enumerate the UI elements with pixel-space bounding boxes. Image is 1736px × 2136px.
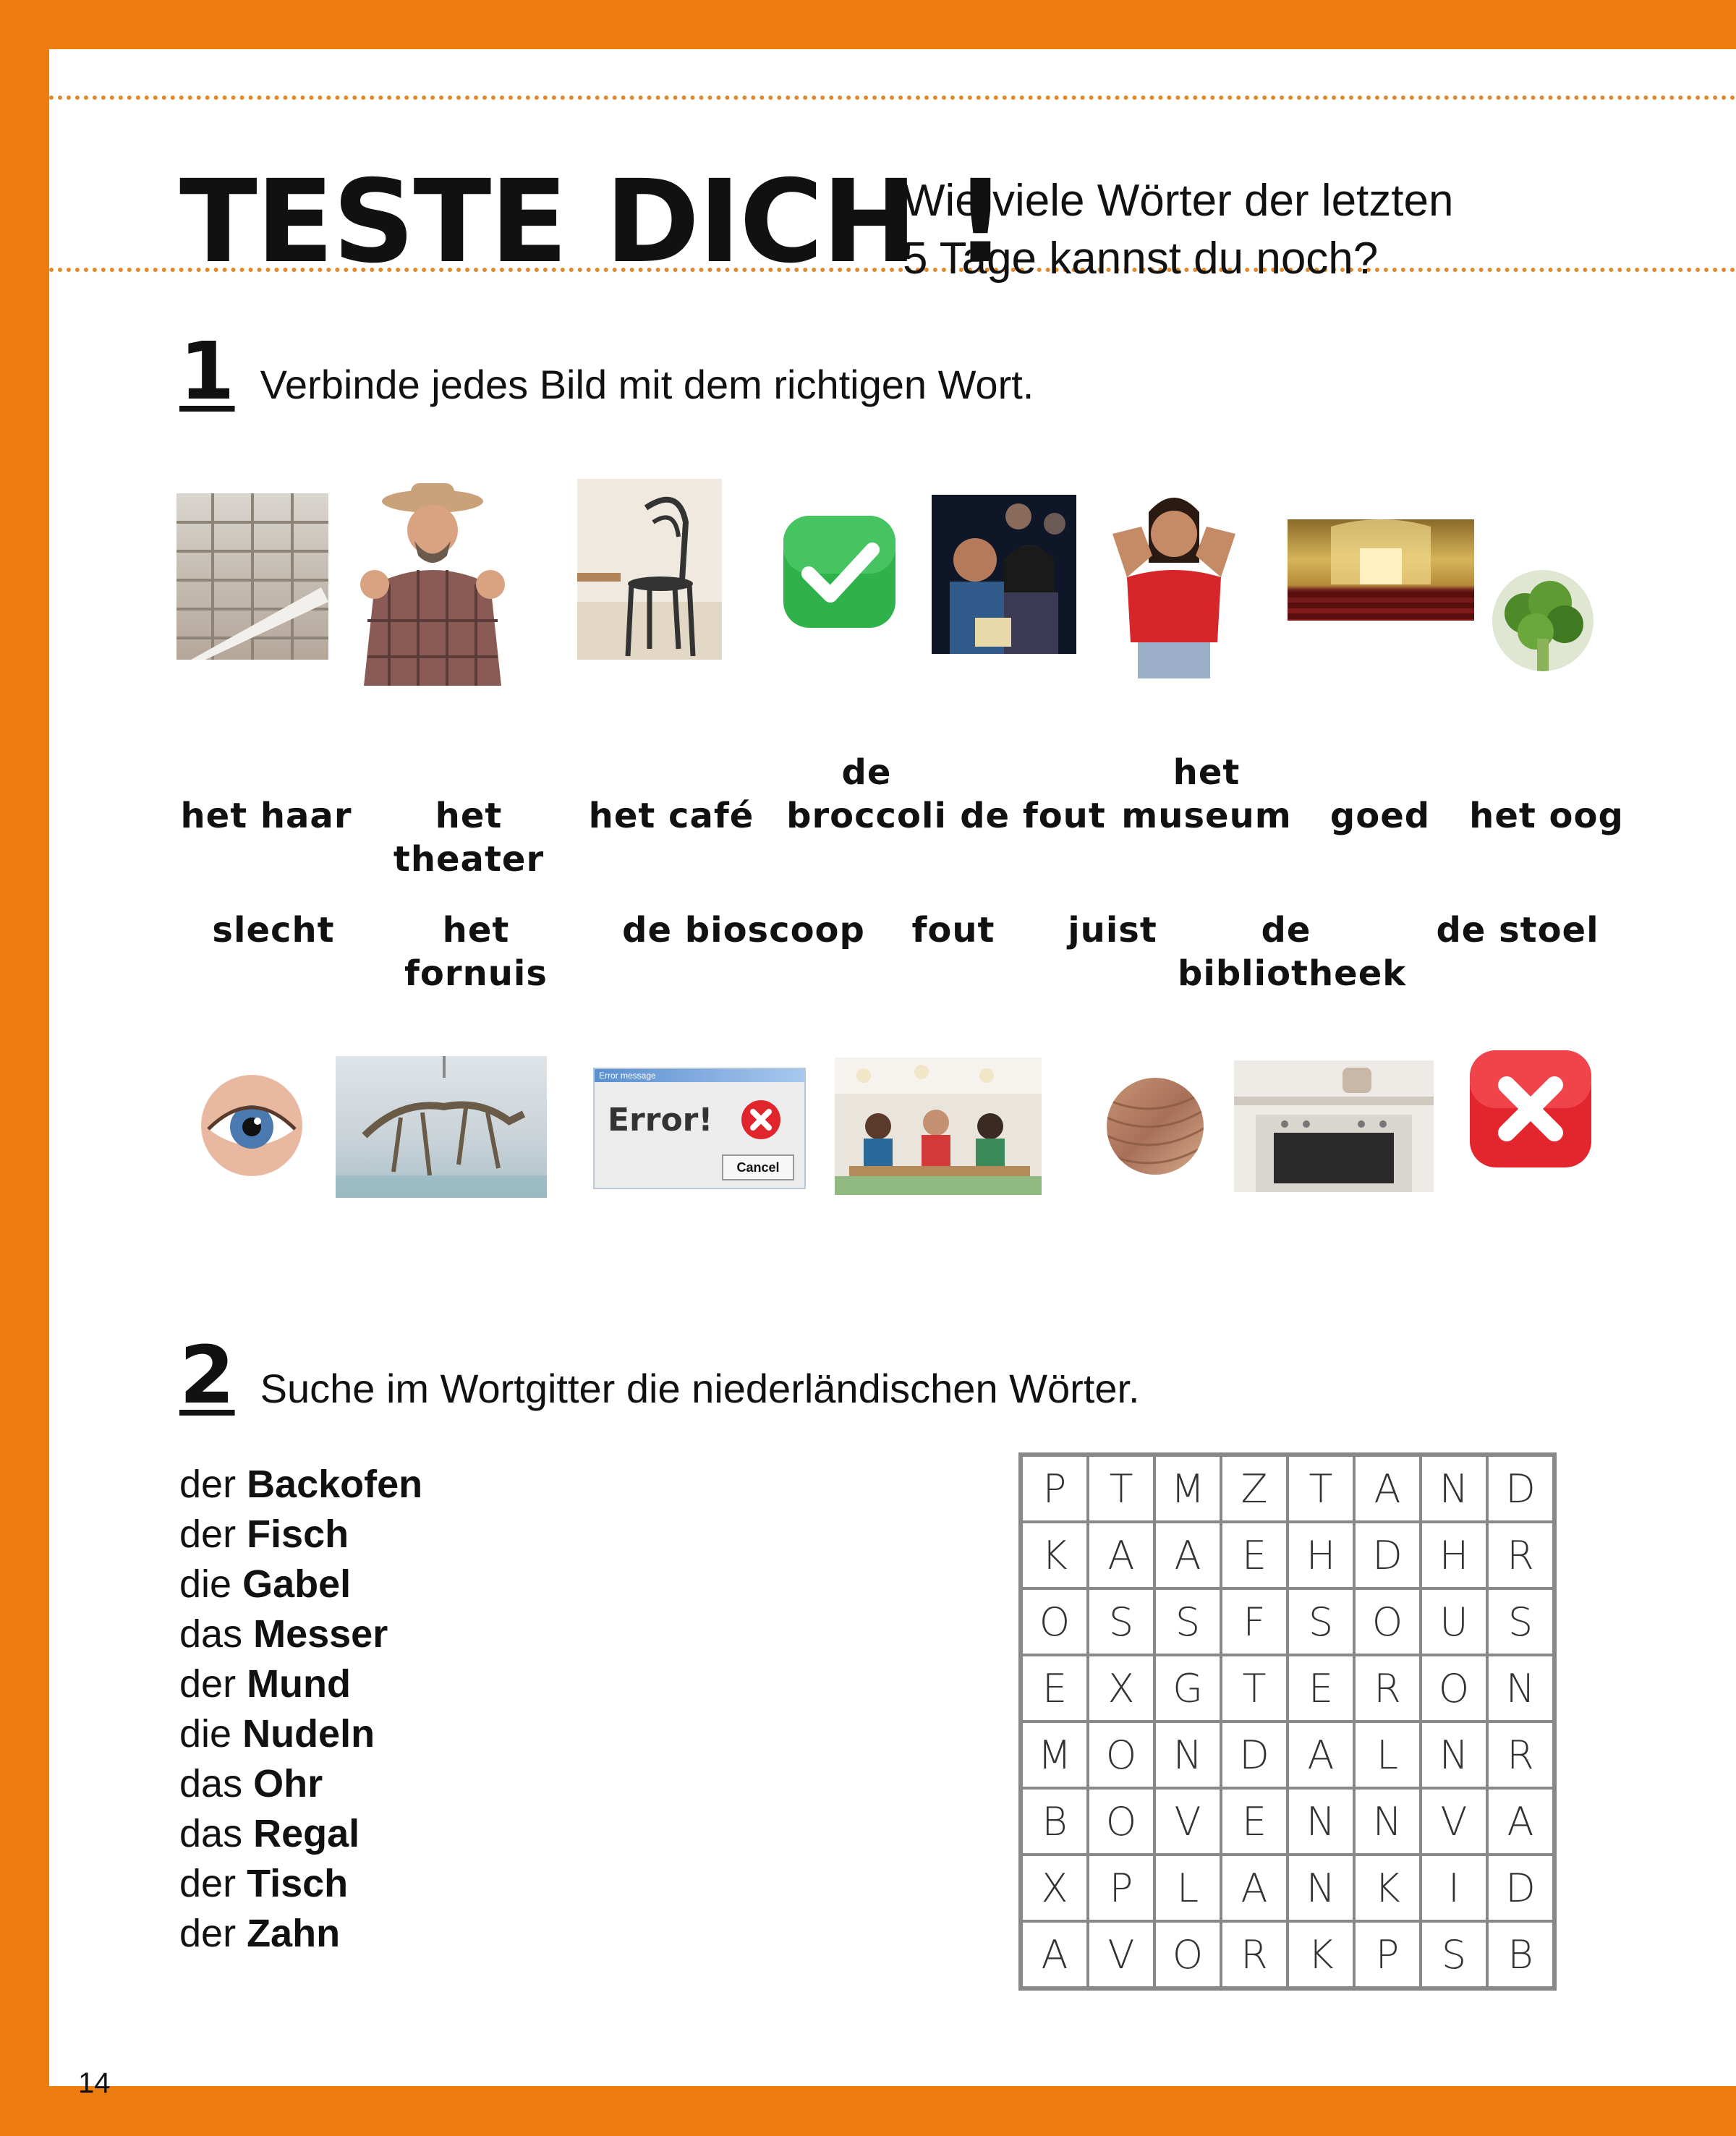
list-item: der Mund — [179, 1662, 352, 1706]
grid-cell[interactable]: S — [1154, 1588, 1221, 1655]
grid-cell[interactable]: N — [1288, 1788, 1354, 1855]
exercise-2-heading — [179, 1329, 1140, 1421]
grid-cell[interactable]: E — [1021, 1655, 1088, 1722]
grid-cell[interactable]: H — [1421, 1522, 1487, 1588]
grid-cell[interactable]: R — [1487, 1522, 1554, 1588]
error-dialog-titlebar: Error message — [595, 1069, 804, 1082]
grid-cell[interactable]: E — [1221, 1522, 1288, 1588]
grid-cell[interactable]: H — [1288, 1522, 1354, 1588]
word-slecht[interactable]: slecht — [212, 910, 335, 950]
word-de-broccoli-article: de — [841, 752, 892, 793]
word-de-bibliotheek-noun: bibliotheek — [1178, 953, 1407, 994]
grid-cell[interactable]: S — [1421, 1921, 1487, 1988]
cinema-audience-picture[interactable] — [932, 495, 1076, 654]
green-check-icon[interactable] — [780, 512, 899, 631]
grid-cell[interactable]: T — [1288, 1455, 1354, 1522]
word-het-oog[interactable]: het oog — [1469, 796, 1624, 836]
error-x-icon — [739, 1098, 783, 1141]
exercise-1-number: 1 — [179, 325, 235, 417]
grid-cell[interactable]: L — [1354, 1722, 1421, 1788]
grid-cell[interactable]: N — [1354, 1788, 1421, 1855]
word-het-haar[interactable]: het haar — [180, 796, 352, 836]
grid-cell[interactable]: K — [1021, 1522, 1088, 1588]
grid-cell[interactable]: K — [1288, 1921, 1354, 1988]
grid-cell[interactable]: D — [1487, 1855, 1554, 1921]
red-cross-icon[interactable] — [1467, 1047, 1594, 1170]
grid-cell[interactable]: D — [1487, 1455, 1554, 1522]
word-de-broccoli[interactable] — [780, 751, 953, 838]
grid-row — [1021, 1855, 1554, 1921]
grid-cell[interactable]: N — [1421, 1455, 1487, 1522]
girl-covering-ears-picture[interactable] — [1098, 483, 1250, 678]
broccoli-picture[interactable] — [1492, 570, 1594, 671]
grid-row — [1021, 1655, 1554, 1722]
error-dialog-text: Error! — [608, 1102, 713, 1139]
grid-cell[interactable]: A — [1221, 1855, 1288, 1921]
grid-cell[interactable]: K — [1354, 1855, 1421, 1921]
grid-cell[interactable]: R — [1221, 1921, 1288, 1988]
grid-cell[interactable]: O — [1421, 1655, 1487, 1722]
grid-cell[interactable]: M — [1154, 1455, 1221, 1522]
subtitle-line-2: 5 Tage kannst du noch? — [903, 234, 1379, 284]
list-item: die Gabel — [179, 1562, 352, 1606]
eye-picture[interactable] — [201, 1075, 302, 1176]
word-het-cafe[interactable]: het café — [588, 796, 754, 836]
man-thumbs-up-picture[interactable] — [346, 476, 519, 686]
grid-cell[interactable]: P — [1021, 1455, 1088, 1522]
hair-picture[interactable] — [1107, 1078, 1204, 1175]
cafe-interior-picture[interactable] — [835, 1058, 1042, 1195]
grid-cell[interactable]: A — [1088, 1522, 1154, 1588]
theater-hall-picture[interactable] — [1288, 519, 1474, 621]
word-de-bibliotheek-article: de — [1261, 910, 1311, 950]
list-item: das Regal — [179, 1812, 360, 1855]
word-het-museum-noun: museum — [1121, 796, 1292, 836]
word-juist[interactable]: juist — [1068, 910, 1157, 950]
list-item: das Ohr — [179, 1762, 323, 1805]
grid-row — [1021, 1722, 1554, 1788]
word-goed[interactable]: goed — [1329, 796, 1431, 836]
top-dotted-line — [49, 95, 1736, 100]
list-item: der Zahn — [179, 1912, 341, 1955]
subtitle-line-1: Wie viele Wörter der letzten — [903, 176, 1454, 226]
list-item: das Messer — [179, 1612, 388, 1656]
grid-cell[interactable]: P — [1088, 1855, 1154, 1921]
grid-cell[interactable]: S — [1487, 1588, 1554, 1655]
dinosaur-museum-picture[interactable] — [336, 1056, 547, 1198]
word-de-fout[interactable]: de fout — [960, 796, 1106, 836]
grid-cell[interactable]: S — [1288, 1588, 1354, 1655]
grid-cell[interactable]: V — [1088, 1921, 1154, 1988]
grid-cell[interactable]: O — [1021, 1588, 1088, 1655]
word-het-museum-article: het — [1173, 752, 1241, 793]
grid-cell[interactable]: S — [1088, 1588, 1154, 1655]
grid-cell[interactable]: O — [1088, 1722, 1154, 1788]
grid-row — [1021, 1522, 1554, 1588]
word-de-bibliotheek[interactable] — [1178, 909, 1407, 995]
page-number: 14 — [78, 2067, 111, 2099]
grid-cell[interactable]: O — [1354, 1588, 1421, 1655]
error-dialog-cancel-button: Cancel — [722, 1154, 794, 1180]
grid-row — [1021, 1455, 1554, 1522]
grid-row — [1021, 1788, 1554, 1855]
exercise-1-heading — [179, 325, 1034, 417]
grid-cell[interactable]: R — [1487, 1722, 1554, 1788]
word-het-theater[interactable]: het theater — [393, 796, 545, 880]
grid-cell[interactable]: L — [1154, 1855, 1221, 1921]
grid-cell[interactable]: E — [1288, 1655, 1354, 1722]
word-het-museum[interactable] — [1112, 751, 1301, 838]
grid-cell[interactable]: X — [1088, 1655, 1154, 1722]
oven-stove-picture[interactable] — [1234, 1060, 1434, 1192]
grid-cell[interactable]: D — [1354, 1522, 1421, 1588]
grid-cell[interactable]: I — [1421, 1855, 1487, 1921]
grid-cell[interactable]: M — [1021, 1722, 1088, 1788]
worksheet-page — [49, 49, 1736, 2099]
grid-cell[interactable]: A — [1154, 1522, 1221, 1588]
grid-cell[interactable]: N — [1487, 1655, 1554, 1722]
word-de-broccoli-noun: broccoli — [786, 796, 947, 836]
word-search-grid — [1018, 1452, 1557, 1991]
grid-cell[interactable]: A — [1021, 1921, 1088, 1988]
grid-row — [1021, 1921, 1554, 1988]
grid-cell[interactable]: X — [1021, 1855, 1088, 1921]
list-item: der Fisch — [179, 1512, 349, 1556]
grid-cell[interactable]: Z — [1221, 1455, 1288, 1522]
grid-cell[interactable]: O — [1154, 1921, 1221, 1988]
grid-cell[interactable]: R — [1354, 1655, 1421, 1722]
grid-cell[interactable]: A — [1354, 1455, 1421, 1522]
grid-cell[interactable]: E — [1221, 1788, 1288, 1855]
grid-cell[interactable]: N — [1154, 1722, 1221, 1788]
word-de-bioscoop[interactable]: de bioscoop — [622, 910, 865, 950]
library-shelves-picture[interactable] — [176, 493, 328, 660]
vocab-list — [179, 1460, 422, 1959]
grid-cell[interactable]: T — [1221, 1655, 1288, 1722]
list-item: der Tisch — [179, 1862, 349, 1905]
grid-row — [1021, 1588, 1554, 1655]
exercise-2-number: 2 — [179, 1329, 235, 1421]
grid-cell[interactable]: U — [1421, 1588, 1487, 1655]
grid-cell[interactable]: V — [1154, 1788, 1221, 1855]
grid-cell[interactable]: P — [1354, 1921, 1421, 1988]
chair-picture[interactable] — [577, 479, 722, 660]
grid-cell[interactable]: A — [1288, 1722, 1354, 1788]
grid-cell[interactable]: B — [1021, 1788, 1088, 1855]
grid-cell[interactable]: V — [1421, 1788, 1487, 1855]
list-item: der Backofen — [179, 1463, 423, 1506]
grid-cell[interactable]: T — [1088, 1455, 1154, 1522]
error-dialog-picture[interactable] — [593, 1068, 806, 1189]
grid-cell[interactable]: N — [1421, 1722, 1487, 1788]
grid-cell[interactable]: G — [1154, 1655, 1221, 1722]
exercise-2-instruction: Suche im Wortgitter die niederländischen Wörter. — [260, 1366, 1140, 1411]
grid-cell[interactable]: B — [1487, 1921, 1554, 1988]
word-de-stoel[interactable]: de stoel — [1436, 910, 1599, 950]
exercise-1-instruction: Verbinde jedes Bild mit dem richtigen Wort. — [260, 362, 1034, 407]
grid-cell[interactable]: N — [1288, 1855, 1354, 1921]
grid-cell[interactable]: D — [1221, 1722, 1288, 1788]
grid-cell[interactable]: A — [1487, 1788, 1554, 1855]
page-title: TESTE DICH ! — [179, 156, 1005, 289]
list-item: die Nudeln — [179, 1712, 375, 1756]
word-fout[interactable]: fout — [911, 910, 995, 950]
word-het-fornuis[interactable]: het fornuis — [404, 910, 548, 994]
page-subtitle — [903, 172, 1626, 288]
grid-cell[interactable]: F — [1221, 1588, 1288, 1655]
grid-cell[interactable]: O — [1088, 1788, 1154, 1855]
